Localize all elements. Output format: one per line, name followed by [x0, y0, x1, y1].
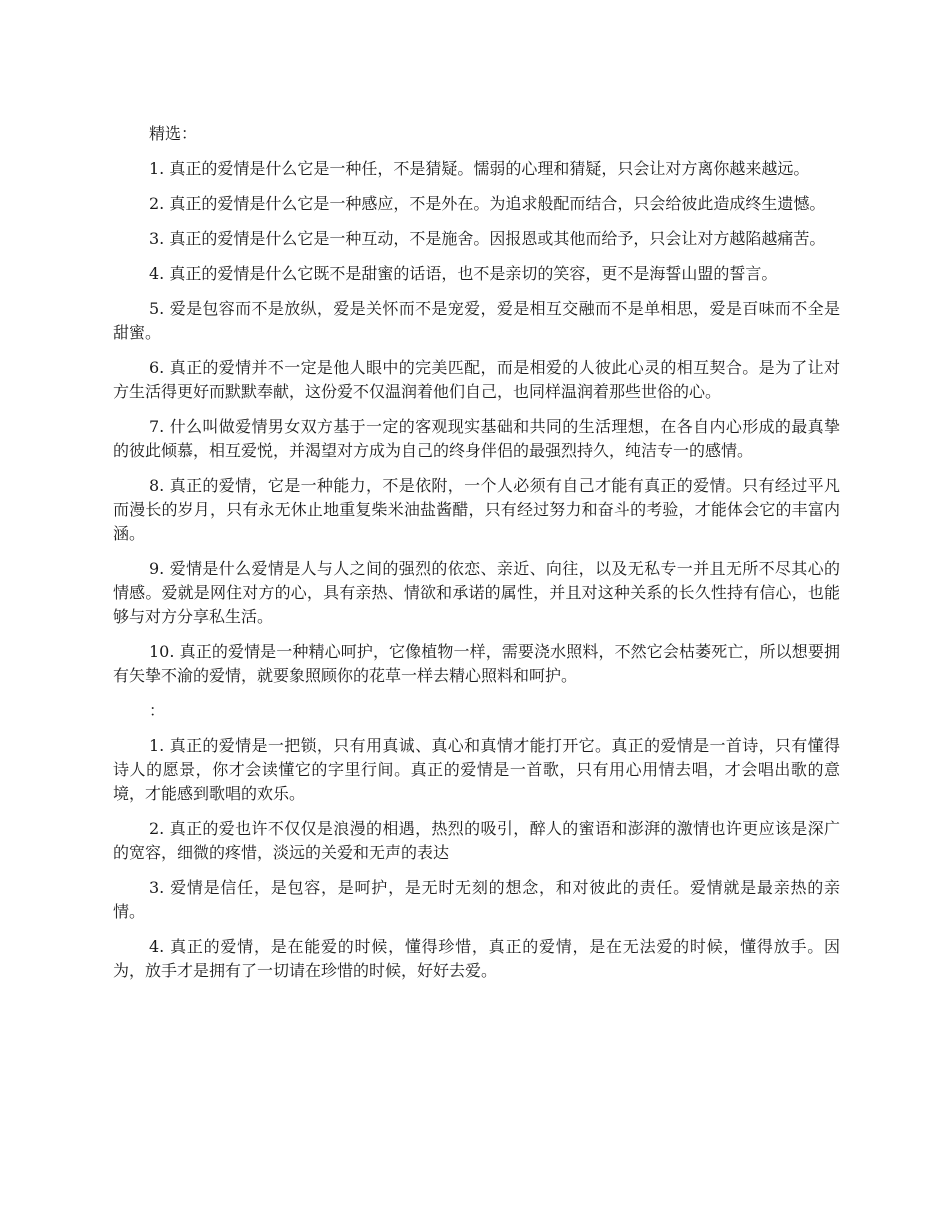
- section-1-item-9: 9. 爱情是什么爱情是人与人之间的强烈的依恋、亲近、向往，以及无私专一并且无所不尽其心的情感。爱就是网住对方的心，具有亲热、情欲和承诺的属性，并且对这种关系的长久性持有信心，也能够与对方分享私生活。: [113, 559, 840, 626]
- section-1-item-3: 3. 真正的爱情是什么它是一种互动，不是施舍。因报恩或其他而给予，只会让对方越陷越痛苦。: [149, 229, 826, 248]
- section-1-item-5: 5. 爱是包容而不是放纵，爱是关怀而不是宠爱，爱是相互交融而不是单相思，爱是百味而不全是甜蜜。: [113, 299, 840, 342]
- section-1-item-6: 6. 真正的爱情并不一定是他人眼中的完美匹配，而是相爱的人彼此心灵的相互契合。是为了让对方生活得更好而默默奉献，这份爱不仅温润着他们自己，也同样温润着那些世俗的心。: [113, 358, 840, 401]
- section-1-item-10: 10. 真正的爱情是一种精心呵护，它像植物一样，需要浇水照料，不然它会枯萎死亡，所以想要拥有矢挚不渝的爱情，就要象照顾你的花草一样去精心照料和呵护。: [113, 642, 840, 685]
- section-1-heading: 精选：: [149, 124, 198, 143]
- section-1-item-1: 1. 真正的爱情是什么它是一种任，不是猜疑。懦弱的心理和猜疑，只会让对方离你越来越远。: [149, 159, 810, 178]
- section-2-item-3: 3. 爱情是信任，是包容，是呵护，是无时无刻的想念，和对彼此的责任。爱情就是最亲热的亲情。: [113, 878, 840, 921]
- document-page: [113, 122, 840, 994]
- section-2-heading: ：: [149, 701, 166, 720]
- section-1-item-4: 4. 真正的爱情是什么它既不是甜蜜的话语，也不是亲切的笑容，更不是海誓山盟的誓言。: [149, 264, 778, 283]
- section-1-item-2: 2. 真正的爱情是什么它是一种感应，不是外在。为追求般配而结合，只会给彼此造成终生遗憾。: [149, 194, 826, 213]
- section-2-item-2: 2. 真正的爱也许不仅仅是浪漫的相遇，热烈的吸引，醉人的蜜语和澎湃的激情也许更应该是深广的宽容，细微的疼惜，淡远的关爱和无声的表达: [113, 819, 840, 862]
- section-2-item-4: 4. 真正的爱情，是在能爱的时候，懂得珍惜，真正的爱情，是在无法爱的时候，懂得放手。因为，放手才是拥有了一切请在珍惜的时候，好好去爱。: [113, 937, 840, 980]
- section-1-item-7: 7. 什么叫做爱情男女双方基于一定的客观现实基础和共同的生活理想，在各自内心形成的最真挚的彼此倾慕，相互爱悦，并渴望对方成为自己的终身伴侣的最强烈持久，纯洁专一的感情。: [113, 417, 840, 460]
- section-2-item-1: 1. 真正的爱情是一把锁，只有用真诚、真心和真情才能打开它。真正的爱情是一首诗，只有懂得诗人的愿景，你才会读懂它的字里行间。真正的爱情是一首歌，只有用心用情去唱，才会唱出歌的意境，才能感到歌唱的欢乐。: [113, 736, 840, 803]
- section-1-item-8: 8. 真正的爱情，它是一种能力，不是依附，一个人必须有自己才能有真正的爱情。只有经过平凡而漫长的岁月，只有永无休止地重复柴米油盐酱醋，只有经过努力和奋斗的考验，才能体会它的丰富内涵。: [113, 476, 840, 543]
